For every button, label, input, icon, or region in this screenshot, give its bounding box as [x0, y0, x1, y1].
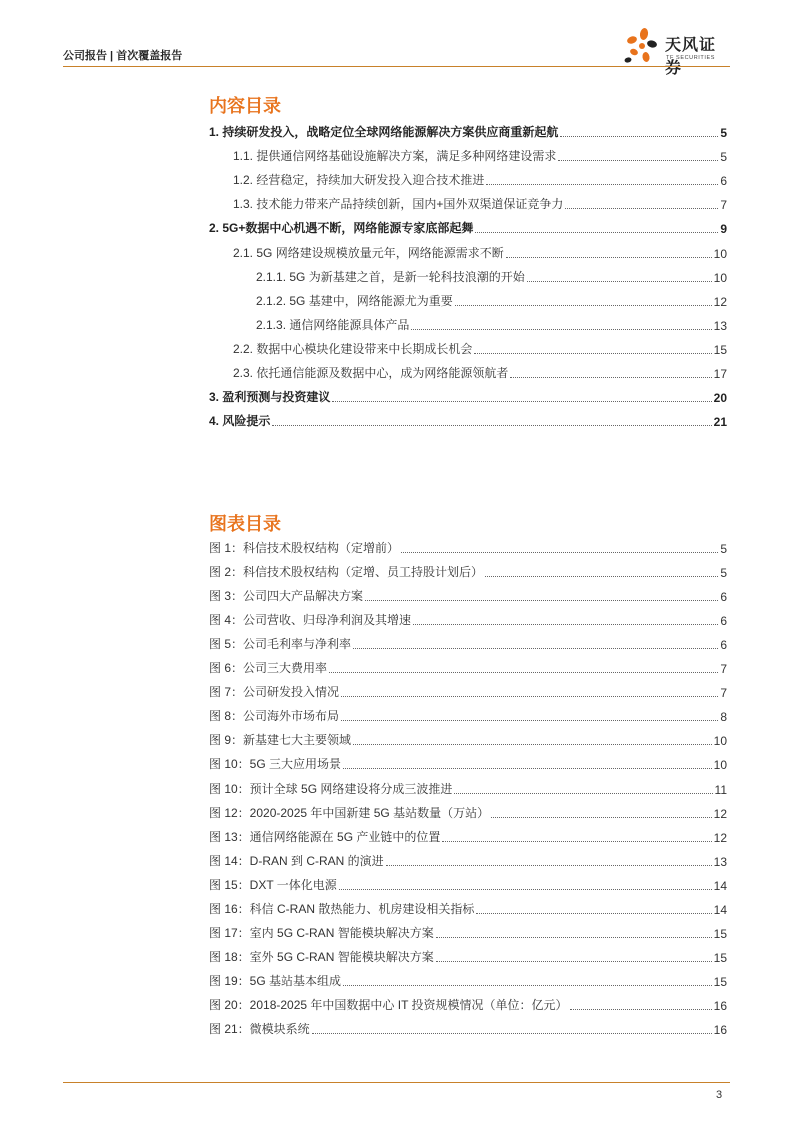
contents-leader-dots: [558, 160, 718, 161]
contents-entry[interactable]: [233, 341, 727, 357]
figures-entry[interactable]: [209, 997, 727, 1013]
figures-entry-page: 12: [713, 830, 727, 845]
figures-entry-page: 14: [713, 902, 727, 917]
contents-entry-label: 2. 5G+数据中心机遇不断，网络能源专家底部起舞: [209, 221, 474, 236]
figures-leader-dots: [436, 961, 712, 962]
contents-entry[interactable]: [256, 269, 727, 285]
figures-entry-page: 5: [720, 566, 727, 581]
figures-entry-page: 6: [720, 638, 727, 653]
report-type-label: 公司报告 | 首次覆盖报告: [63, 50, 183, 62]
figures-entry-page: 5: [720, 542, 727, 556]
figures-entry-label: 图 3：公司四大产品解决方案: [209, 589, 364, 604]
figures-entry-page: 6: [720, 590, 727, 605]
figures-title: 图表目录: [209, 514, 281, 534]
figures-entry-label: 图 10：预计全球 5G 网络建设将分成三波推进: [209, 781, 453, 796]
figures-entry-label: 图 2：科信技术股权结构（定增、员工持股计划后）: [209, 565, 484, 580]
figures-entry[interactable]: [209, 732, 727, 748]
figures-entry-label: 图 12：2020-2025 年中国新建 5G 基站数量（万站）: [209, 805, 490, 820]
contents-entry-label: 1.2. 经营稳定，持续加大研发投入迎合技术推进: [233, 173, 485, 188]
contents-entry-label: 2.1.3. 通信网络能源具体产品: [256, 317, 410, 332]
figures-entry-page: 15: [713, 950, 727, 965]
contents-entry-page: 21: [713, 415, 727, 430]
figures-leader-dots: [401, 552, 718, 553]
figures-leader-dots: [454, 793, 712, 794]
figures-entry-label: 图 18：室外 5G C-RAN 智能模块解决方案: [209, 949, 434, 964]
contents-entry-page: 12: [713, 294, 727, 309]
figures-entry[interactable]: [209, 708, 727, 724]
contents-entry-page: 13: [713, 318, 727, 333]
figures-leader-dots: [312, 1033, 712, 1034]
contents-entry-label: 3. 盈利预测与投资建议: [209, 390, 331, 405]
figures-leader-dots: [341, 720, 718, 721]
contents-entry-label: 4. 风险提示: [209, 414, 271, 429]
contents-entry-page: 10: [713, 270, 727, 285]
figures-entry[interactable]: [209, 829, 727, 845]
contents-entry-page: 7: [720, 198, 727, 213]
figures-entry[interactable]: [209, 1021, 727, 1037]
figures-leader-dots: [343, 768, 712, 769]
figures-leader-dots: [353, 648, 718, 649]
logo-english-name: TF SECURITIES: [666, 55, 716, 61]
contents-entry[interactable]: [233, 365, 727, 381]
page-number: 3: [716, 1089, 723, 1101]
contents-entry-label: 2.2. 数据中心模块化建设带来中长期成长机会: [233, 341, 473, 356]
contents-entry-page: 10: [713, 246, 727, 261]
contents-entry[interactable]: [233, 172, 727, 188]
contents-leader-dots: [510, 377, 711, 378]
figures-entry-page: 15: [713, 974, 727, 989]
contents-leader-dots: [332, 401, 711, 402]
contents-entry[interactable]: [209, 413, 727, 429]
contents-entry-page: 5: [720, 150, 727, 165]
figures-entry-label: 图 4：公司营收、归母净利润及其增速: [209, 613, 412, 628]
contents-leader-dots: [411, 329, 711, 330]
contents-entry[interactable]: [233, 148, 727, 164]
figures-entry-page: 14: [713, 878, 727, 893]
contents-leader-dots: [527, 281, 712, 282]
figures-entry-label: 图 14：D-RAN 到 C-RAN 的演进: [209, 853, 384, 868]
flower-logo-icon: [622, 24, 662, 68]
figures-entry[interactable]: [209, 901, 727, 917]
figures-entry[interactable]: [209, 973, 727, 989]
figures-entry[interactable]: [209, 588, 727, 604]
figures-entry-label: 图 15：DXT 一体化电源: [209, 877, 337, 892]
logo-chinese-name: 天风证券: [665, 35, 717, 77]
contents-leader-dots: [565, 208, 718, 209]
contents-entry-label: 2.1.2. 5G 基建中，网络能源尤为重要: [256, 293, 453, 308]
figures-entry-label: 图 6：公司三大费用率: [209, 661, 328, 676]
contents-entry[interactable]: [209, 124, 727, 140]
figures-entry[interactable]: [209, 636, 727, 652]
figures-entry[interactable]: [209, 925, 727, 941]
figures-entry[interactable]: [209, 660, 727, 676]
figures-entry-page: 15: [713, 926, 727, 941]
contents-leader-dots: [506, 257, 712, 258]
figures-leader-dots: [442, 841, 711, 842]
contents-entry-label: 2.1. 5G 网络建设规模放量元年，网络能源需求不断: [233, 245, 504, 260]
figures-entry-page: 11: [714, 782, 727, 797]
figures-leader-dots: [570, 1009, 712, 1010]
contents-leader-dots: [560, 136, 718, 137]
contents-title: 内容目录: [209, 96, 281, 116]
figures-entry-page: 16: [713, 998, 727, 1013]
figures-entry-page: 6: [720, 614, 727, 629]
figures-entry-page: 10: [713, 734, 727, 749]
figures-entry[interactable]: [209, 805, 727, 821]
figures-entry-label: 图 7：公司研发投入情况: [209, 685, 340, 700]
figures-entry[interactable]: [209, 949, 727, 965]
contents-entry-page: 17: [713, 367, 727, 381]
contents-entry-page: 15: [713, 342, 727, 357]
figures-entry-page: 7: [720, 686, 727, 701]
figures-leader-dots: [386, 865, 712, 866]
contents-entry[interactable]: [233, 196, 727, 212]
figures-leader-dots: [341, 696, 718, 697]
figures-leader-dots: [491, 817, 712, 818]
figures-entry[interactable]: [209, 756, 727, 772]
contents-leader-dots: [474, 353, 711, 354]
contents-entry[interactable]: [233, 245, 727, 261]
contents-entry[interactable]: [256, 293, 727, 309]
figures-entry-page: 13: [713, 854, 727, 869]
company-logo: [622, 24, 732, 77]
figures-entry[interactable]: [209, 540, 727, 556]
contents-entry-label: 1.1. 提供通信网络基础设施解决方案，满足多种网络建设需求: [233, 149, 557, 164]
figures-leader-dots: [339, 889, 712, 890]
contents-entry-label: 1. 持续研发投入，战略定位全球网络能源解决方案供应商重新起航: [209, 125, 559, 139]
figures-entry[interactable]: [209, 853, 727, 869]
contents-leader-dots: [455, 305, 712, 306]
figures-entry-page: 10: [713, 758, 727, 773]
contents-entry-page: 20: [713, 391, 727, 406]
figures-entry[interactable]: [209, 564, 727, 580]
figures-leader-dots: [485, 576, 718, 577]
figures-entry-label: 图 21：微模块系统: [209, 1022, 310, 1036]
contents-entry-label: 2.1.1. 5G 为新基建之首，是新一轮科技浪潮的开始: [256, 269, 525, 284]
figures-entry[interactable]: [209, 684, 727, 700]
contents-entry-label: 1.3. 技术能力带来产品持续创新，国内+国外双渠道保证竞争力: [233, 197, 564, 212]
figures-leader-dots: [353, 744, 712, 745]
figures-entry-label: 图 17：室内 5G C-RAN 智能模块解决方案: [209, 925, 434, 940]
figures-leader-dots: [476, 913, 711, 914]
contents-entry-label: 2.3. 依托通信能源及数据中心，成为网络能源领航者: [233, 366, 509, 380]
figures-leader-dots: [329, 672, 718, 673]
figures-leader-dots: [365, 600, 718, 601]
contents-leader-dots: [475, 232, 718, 233]
contents-entry-page: 5: [720, 126, 727, 140]
contents-leader-dots: [272, 425, 711, 426]
figures-entry-label: 图 9：新基建七大主要领域: [209, 733, 352, 748]
figures-entry-page: 12: [713, 806, 727, 821]
figures-entry-page: 16: [713, 1023, 727, 1037]
contents-entry[interactable]: [256, 317, 727, 333]
figures-leader-dots: [436, 937, 712, 938]
figures-leader-dots: [413, 624, 718, 625]
figures-entry-label: 图 10：5G 三大应用场景: [209, 757, 342, 772]
figures-entry[interactable]: [209, 612, 727, 628]
figures-entry-label: 图 16：科信 C-RAN 散热能力、机房建设相关指标: [209, 901, 475, 916]
figures-leader-dots: [343, 985, 712, 986]
contents-entry-page: 9: [720, 222, 727, 237]
figures-entry-label: 图 5：公司毛利率与净利率: [209, 637, 352, 652]
contents-leader-dots: [486, 184, 718, 185]
figures-entry[interactable]: [209, 781, 727, 797]
figures-entry-label: 图 8：公司海外市场布局: [209, 709, 340, 724]
figures-entry-label: 图 1：科信技术股权结构（定增前）: [209, 541, 400, 555]
figures-entry[interactable]: [209, 877, 727, 893]
contents-entry[interactable]: [209, 389, 727, 405]
figures-entry-label: 图 13：通信网络能源在 5G 产业链中的位置: [209, 829, 441, 844]
figures-entry-page: 8: [720, 710, 727, 725]
header-divider: [63, 66, 730, 67]
figures-entry-label: 图 20：2018-2025 年中国数据中心 IT 投资规模情况（单位：亿元）: [209, 997, 568, 1012]
contents-entry-page: 6: [720, 174, 727, 189]
footer-divider: [63, 1082, 730, 1083]
contents-entry[interactable]: [209, 220, 727, 236]
figures-entry-label: 图 19：5G 基站基本组成: [209, 973, 342, 988]
figures-entry-page: 7: [720, 662, 727, 677]
